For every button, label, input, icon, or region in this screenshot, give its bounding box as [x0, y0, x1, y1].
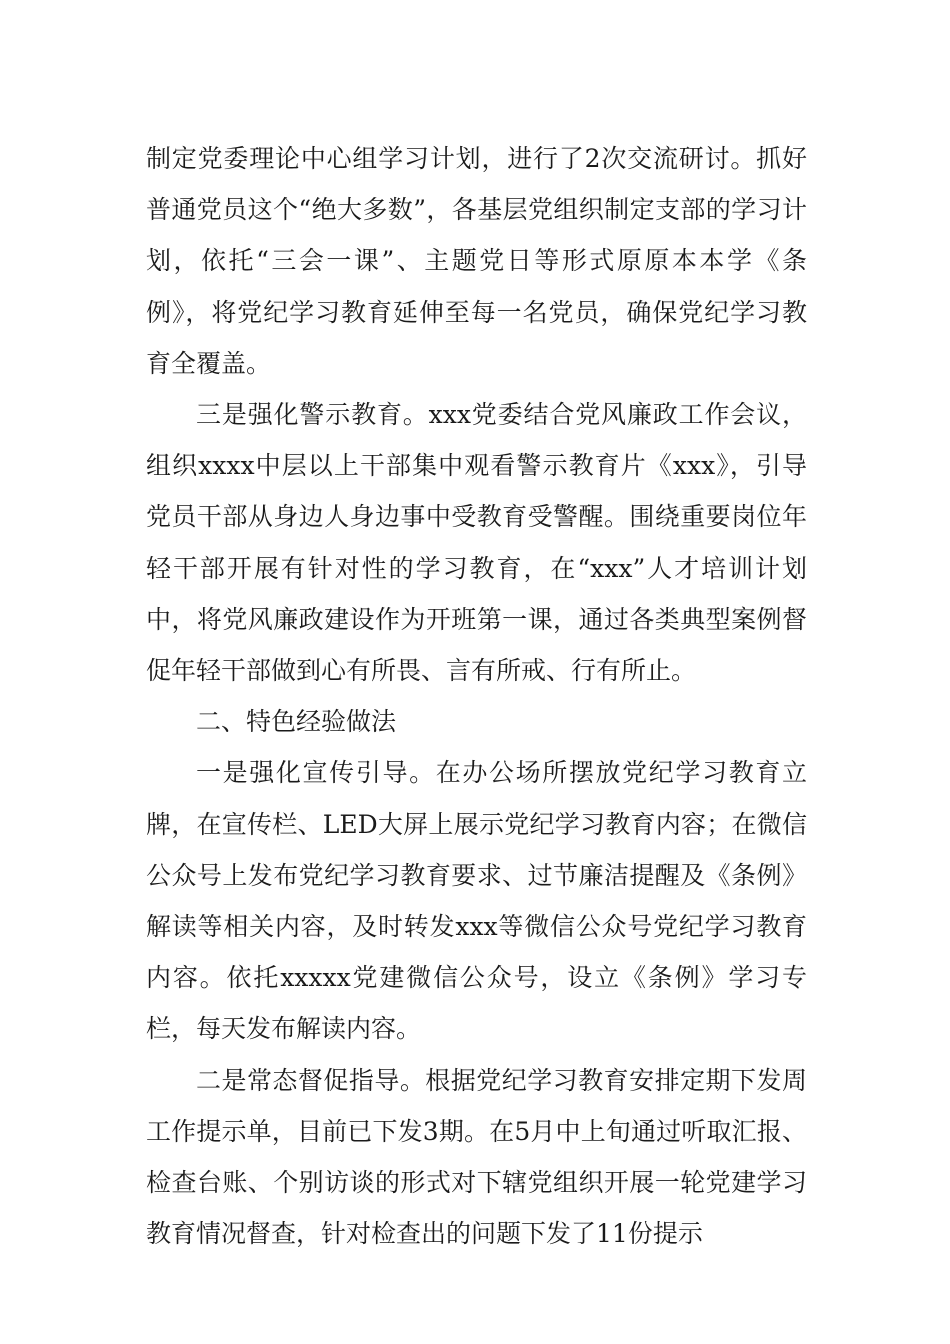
- document-page: [146, 133, 807, 1259]
- paragraph-publicity-guidance: 一是强化宣传引导。在办公场所摆放党纪学习教育立牌，在宣传栏、LED大屏上展示党纪学习教育内容；在微信公众号上发布党纪学习教育要求、过节廉洁提醒及《条例》解读等相关内容，及时转发xxx等微信公众号党纪学习教育内容。依托xxxxx党建微信公众号，设立《条例》学习专栏，每天发布解读内容。: [146, 758, 807, 1044]
- section-heading-featured-practices: 二、特色经验做法: [196, 707, 397, 737]
- paragraph-study-plan: 制定党委理论中心组学习计划，进行了2次交流研讨。抓好普通党员这个“绝大多数”，各基层党组织制定支部的学习计划，依托“三会一课”、主题党日等形式原原本本学《条例》，将党纪学习教育延伸至每一名党员，确保党纪学习教育全覆盖。: [146, 144, 807, 378]
- paragraph-supervision-guidance: 二是常态督促指导。根据党纪学习教育安排定期下发周工作提示单，目前已下发3期。在5月中上旬通过听取汇报、检查台账、个别访谈的形式对下辖党组织开展一轮党建学习教育情况督查，针对检查出的问题下发了11份提示: [146, 1065, 807, 1249]
- paragraph-warning-education: 三是强化警示教育。xxx党委结合党风廉政工作会议，组织xxxx中层以上干部集中观看警示教育片《xxx》，引导党员干部从身边人身边事中受教育受警醒。围绕重要岗位年轻干部开展有针对性的学习教育，在“xxx”人才培训计划中，将党风廉政建设作为开班第一课，通过各类典型案例督促年轻干部做到心有所畏、言有所戒、行有所止。: [146, 400, 807, 686]
